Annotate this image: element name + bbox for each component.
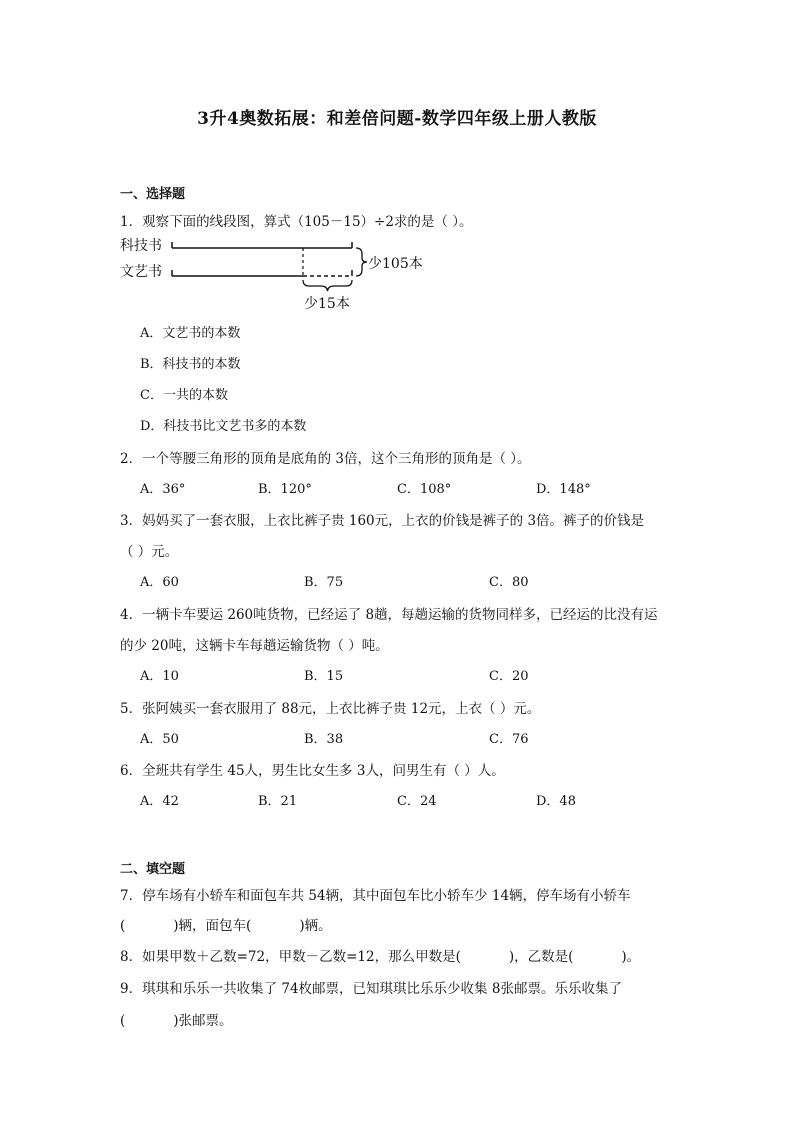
q2-option-c: C．108° <box>397 482 452 497</box>
brace-total <box>356 248 367 276</box>
q6-option-c: C．24 <box>397 794 437 809</box>
q7-middle-text: )辆，面包车( <box>173 918 252 934</box>
q8-text-c: )。 <box>621 949 641 965</box>
q2-option-b: B．120° <box>258 482 312 497</box>
q6-option-b: B．21 <box>258 794 298 809</box>
question-4-line-1: 4．一辆卡车要运 260吨货物，已经运了 8趟，每趟运输的货物同样多，已经运的比没有运 <box>120 607 658 623</box>
q4-option-c: C．20 <box>489 669 529 684</box>
q6-option-d: D．48 <box>536 794 576 809</box>
q4-option-a: A．10 <box>140 669 179 684</box>
q9-end-text: )张邮票。 <box>173 1013 233 1029</box>
question-4-line-2: 的少 20吨，这辆卡车每趟运输货物（ ）吨。 <box>120 638 389 654</box>
q1-option-b: B．科技书的本数 <box>140 357 241 372</box>
q1-option-a: A．文艺书的本数 <box>140 326 241 341</box>
q2-option-a: A．36° <box>140 482 186 497</box>
question-7-line-2 <box>120 914 332 934</box>
question-9-line-1: 9．琪琪和乐乐一共收集了 74枚邮票，已知琪琪比乐乐少收集 8张邮票。乐乐收集了 <box>120 981 622 997</box>
q8-text-b: )，乙数是( <box>508 949 574 965</box>
question-1-text: 1．观察下面的线段图，算式（105－15）÷2求的是（ ）。 <box>120 214 473 230</box>
brace-difference <box>303 280 352 291</box>
page-title: 3升4奥数拓展：和差倍问题-数学四年级上册人教版 <box>197 109 597 129</box>
line-segment-diagram <box>118 228 438 320</box>
q3-option-c: C．80 <box>489 575 529 590</box>
q3-option-a: A．60 <box>140 575 179 590</box>
question-2-text: 2．一个等腰三角形的顶角是底角的 3倍，这个三角形的顶角是（ ）。 <box>120 451 531 467</box>
question-8-text <box>120 945 640 965</box>
q7-paren-open: ( <box>120 918 126 934</box>
section-heading-choice: 一、选择题 <box>120 187 186 202</box>
question-5-text: 5．张阿姨买一套衣服用了 88元，上衣比裤子贵 12元，上衣（ ）元。 <box>120 701 541 717</box>
section-heading-fill: 二、填空题 <box>120 862 186 877</box>
q7-end-text: )辆。 <box>299 918 332 934</box>
diagram-label-literature-books: 文艺书 <box>120 264 162 280</box>
diagram-label-science-books: 科技书 <box>120 238 162 254</box>
question-3-line-2: （ ）元。 <box>120 544 179 560</box>
question-7-line-1: 7．停车场有小轿车和面包车共 54辆，其中面包车比小轿车少 14辆，停车场有小轿车 <box>120 888 631 904</box>
q1-option-d: D．科技书比文艺书多的本数 <box>140 419 307 434</box>
diagram-label-total: 少105本 <box>368 256 423 272</box>
q2-option-d: D．148° <box>536 482 591 497</box>
question-9-line-2 <box>120 1009 233 1029</box>
question-6-text: 6．全班共有学生 45人，男生比女生多 3人，问男生有（ ）人。 <box>120 763 505 779</box>
q5-option-b: B．38 <box>304 732 344 747</box>
diagram-label-difference: 少15本 <box>304 296 350 312</box>
q4-option-b: B．15 <box>304 669 344 684</box>
q3-option-b: B．75 <box>304 575 344 590</box>
q8-text-a: 8．如果甲数＋乙数=72，甲数－乙数=12，那么甲数是( <box>120 949 461 965</box>
q6-option-a: A．42 <box>140 794 179 809</box>
question-3-line-1: 3．妈妈买了一套衣服，上衣比裤子贵 160元，上衣的价钱是裤子的 3倍。裤子的价钱是 <box>120 513 645 529</box>
q5-option-c: C．76 <box>489 732 529 747</box>
q5-option-a: A．50 <box>140 732 179 747</box>
q9-paren-open: ( <box>120 1013 126 1029</box>
q1-option-c: C．一共的本数 <box>140 388 228 403</box>
